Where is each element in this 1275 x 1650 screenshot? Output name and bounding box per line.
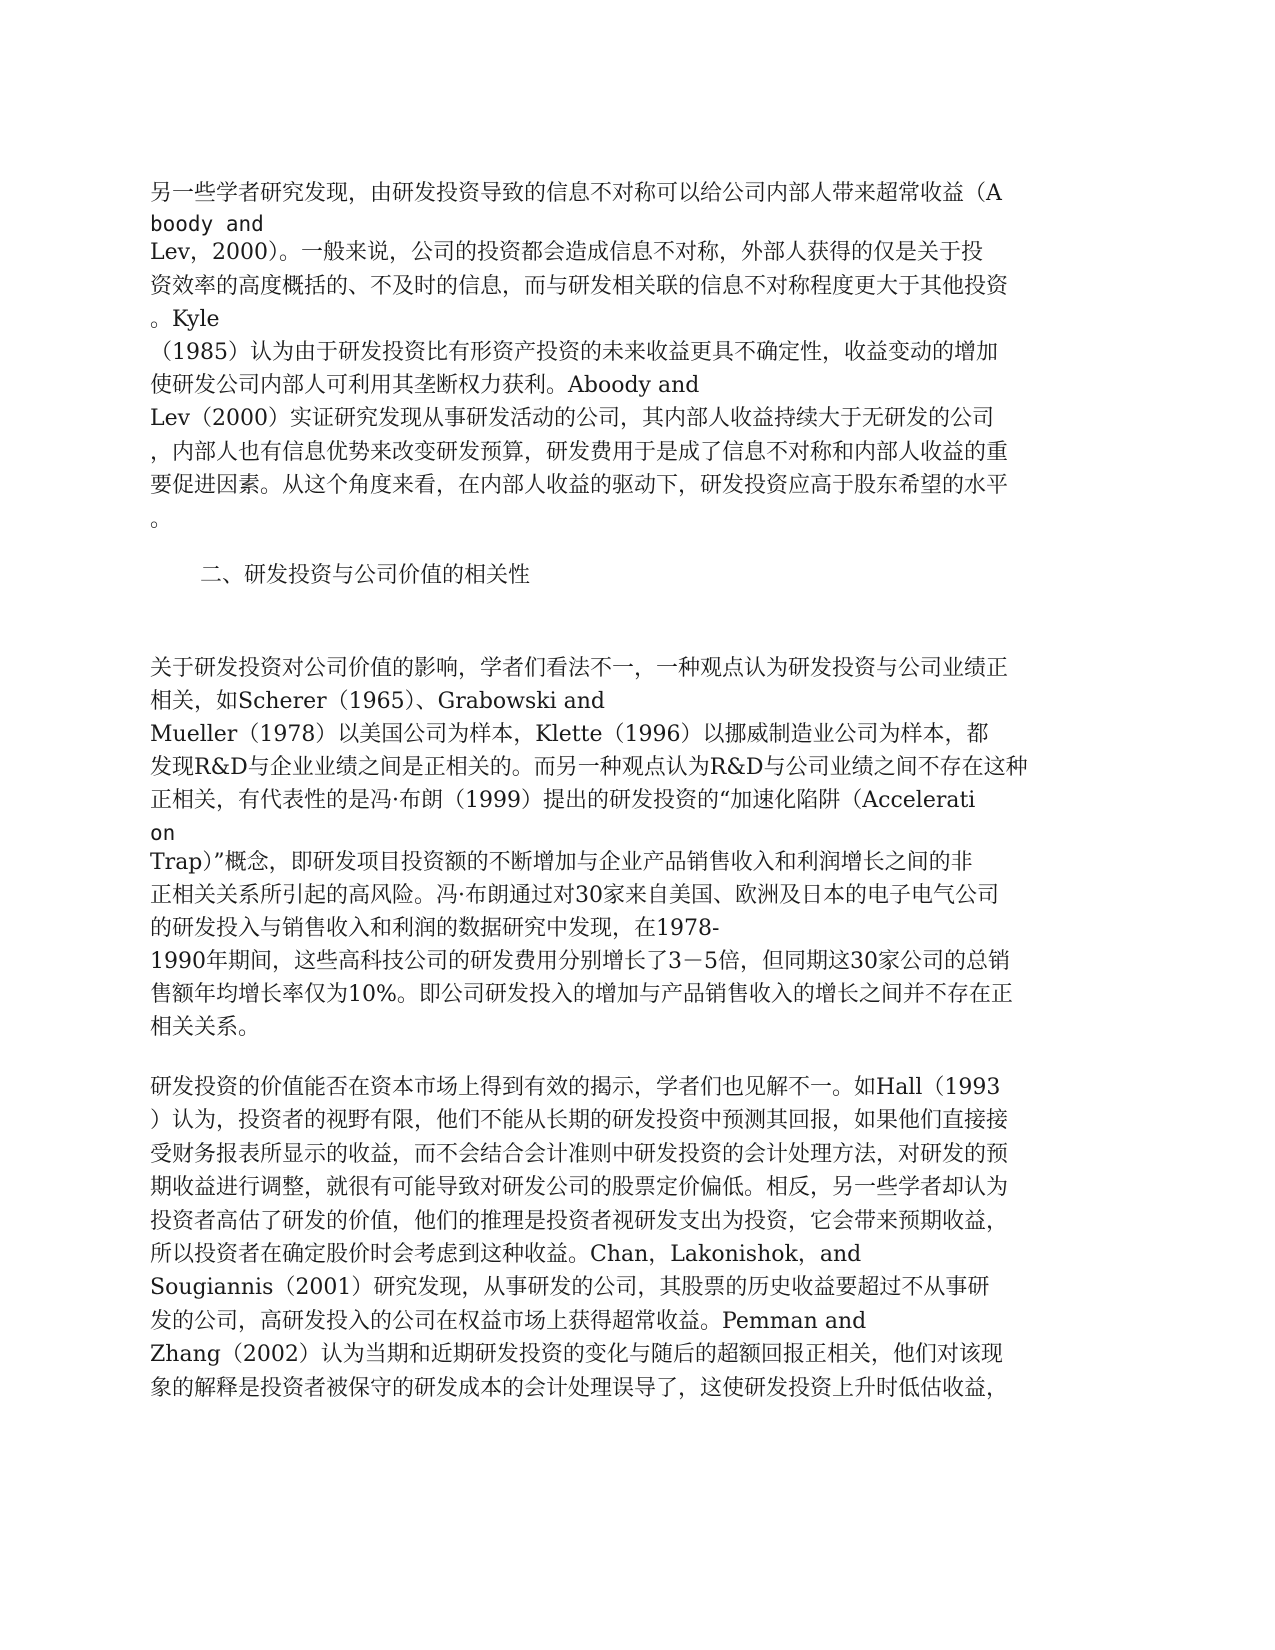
paragraph-2-line: on [150,821,176,845]
paragraph-3-line: Sougiannis（2001）研究发现，从事研发的公司，其股票的历史收益要超过不从事研 [150,1275,990,1300]
paragraph-2-line: 正相关关系所引起的高风险。冯·布朗通过对30家来自美国、欧洲及日本的电子电气公司 [150,883,999,908]
paragraph-2-line: Mueller（1978）以美国公司为样本，Klette（1996）以挪威制造业公司为样本，都 [150,722,989,747]
paragraph-2-line: Trap）”概念，即研发项目投资额的不断增加与企业产品销售收入和利润增长之间的非 [150,850,973,875]
paragraph-3-line: 投资者高估了研发的价值，他们的推理是投资者视研发支出为投资，它会带来预期收益， [150,1209,1009,1234]
paragraph-3-line: 研发投资的价值能否在资本市场上得到有效的揭示，学者们也见解不一。如Hall（1993 [150,1075,1001,1100]
paragraph-2-line: 相关关系。 [150,1015,261,1040]
paragraph-1-line: Lev（2000）实证研究发现从事研发活动的公司，其内部人收益持续大于无研发的公司 [150,406,995,431]
paragraph-1-line: 另一些学者研究发现，由研发投资导致的信息不对称可以给公司内部人带来超常收益（A [150,181,1002,206]
paragraph-2-line: 1990年期间，这些高科技公司的研发费用分别增长了3－5倍，但同期这30家公司的总销 [150,949,1010,974]
paragraph-1-line: ，内部人也有信息优势来改变研发预算，研发费用于是成了信息不对称和内部人收益的重 [150,440,1009,465]
paragraph-3-line: 象的解释是投资者被保守的研发成本的会计处理误导了，这使研发投资上升时低估收益， [150,1376,1009,1401]
paragraph-1-line: （1985）认为由于研发投资比有形资产投资的未来收益更具不确定性，收益变动的增加 [150,340,998,365]
paragraph-3-line: Zhang（2002）认为当期和近期研发投资的变化与随后的超额回报正相关，他们对该现 [150,1342,1003,1367]
paragraph-3-line: 期收益进行调整，就很有可能导致对研发公司的股票定价偏低。相反，另一些学者却认为 [150,1175,1009,1200]
paragraph-1-line: 。 [150,507,173,532]
paragraph-2-line: 关于研发投资对公司价值的影响，学者们看法不一，一种观点认为研发投资与公司业绩正 [150,656,1009,681]
paragraph-3-line: 所以投资者在确定股价时会考虑到这种收益。Chan，Lakonishok，and [150,1242,862,1267]
paragraph-3-line: 受财务报表所显示的收益，而不会结合会计准则中研发投资的会计处理方法，对研发的预 [150,1142,1009,1167]
paragraph-2-line: 的研发投入与销售收入和利润的数据研究中发现，在1978- [150,916,720,941]
paragraph-2-line: 发现R&D与企业业绩之间是正相关的。而另一种观点认为R&D与公司业绩之间不存在这种 [150,755,1028,780]
paragraph-2-line: 相关，如Scherer（1965）、Grabowski and [150,689,606,714]
paragraph-1-line: 资效率的高度概括的、不及时的信息，而与研发相关联的信息不对称程度更大于其他投资 [150,274,1009,299]
paragraph-1-line: 。Kyle [150,307,220,332]
paragraph-1-line: boody and [150,212,264,236]
paragraph-1-line: 使研发公司内部人可利用其垄断权力获利。Aboody and [150,373,700,398]
paragraph-1-line: 要促进因素。从这个角度来看，在内部人收益的驱动下，研发投资应高于股东希望的水平 [150,473,1009,498]
paragraph-2-line: 正相关，有代表性的是冯·布朗（1999）提出的研发投资的“加速化陷阱（Accelerati [150,788,976,813]
paragraph-1-line: Lev，2000）。一般来说，公司的投资都会造成信息不对称，外部人获得的仅是关于投 [150,240,984,265]
paragraph-3-line: ）认为，投资者的视野有限，他们不能从长期的研发投资中预测其回报，如果他们直接接 [150,1108,1009,1133]
section-heading: 二、研发投资与公司价值的相关性 [200,563,531,588]
paragraph-2-line: 售额年均增长率仅为10%。即公司研发投入的增加与产品销售收入的增长之间并不存在正 [150,982,1013,1007]
paragraph-3-line: 发的公司，高研发投入的公司在权益市场上获得超常收益。Pemman and [150,1309,867,1334]
